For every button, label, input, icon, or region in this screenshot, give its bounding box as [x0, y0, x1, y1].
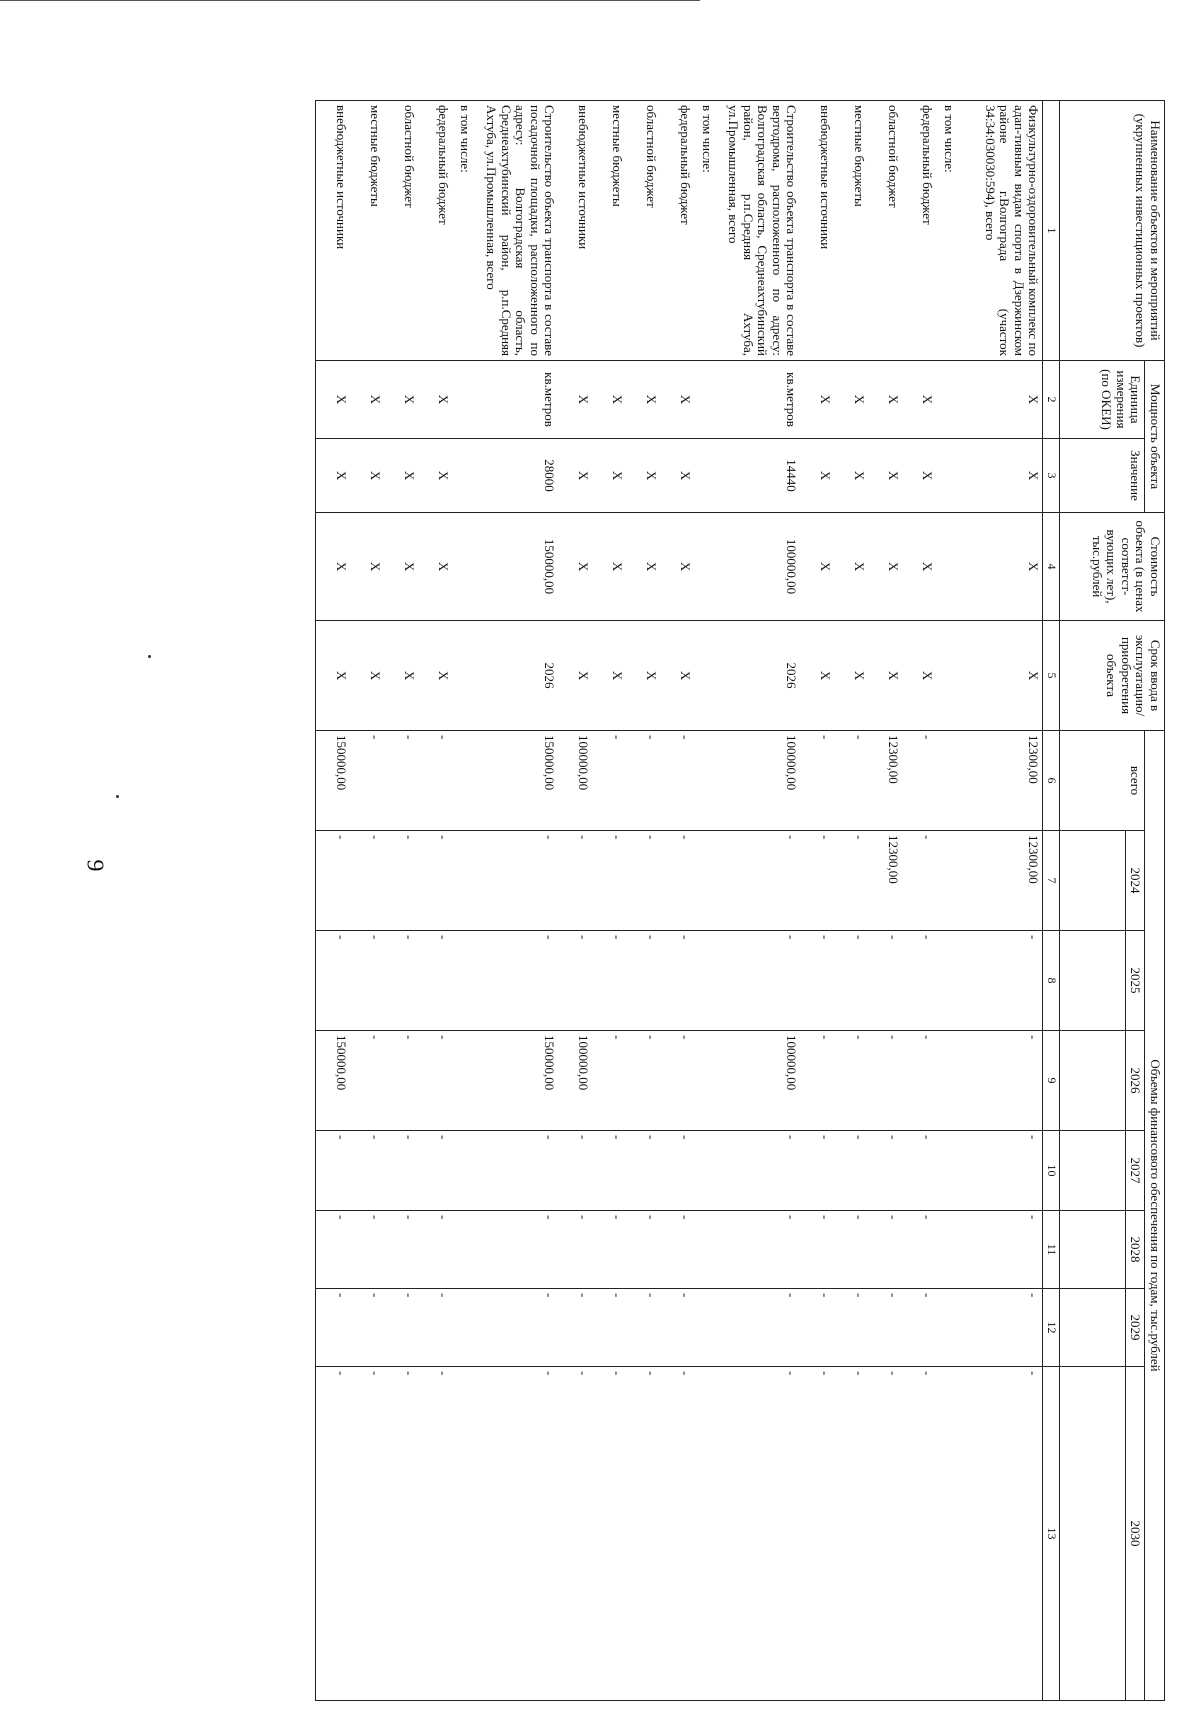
- cell-name: местные бюджеты: [834, 101, 868, 361]
- cell-y2029: -: [902, 1289, 936, 1367]
- cell-y2024: -: [626, 831, 660, 931]
- cell-cost: X: [418, 513, 452, 621]
- scan-top-edge: [0, 0, 700, 1]
- cell-y2025: -: [902, 931, 936, 1031]
- cell-y2024: -: [384, 831, 418, 931]
- cell-y2030: -: [350, 1367, 384, 1701]
- cell-y2025: -: [834, 931, 868, 1031]
- cell-y2030: -: [834, 1367, 868, 1701]
- table-row: [418, 101, 452, 1701]
- cell-unit: X: [834, 361, 868, 439]
- cell-y2030: -: [384, 1367, 418, 1701]
- header-year: 2026: [1125, 1031, 1145, 1131]
- table-row: [474, 101, 558, 1701]
- cell-cost: X: [316, 513, 351, 621]
- cell-y2030: -: [592, 1367, 626, 1701]
- cell-name: в том числе:: [694, 101, 716, 361]
- cell-y2027: -: [902, 1131, 936, 1211]
- cell-value: [694, 439, 716, 513]
- cell-y2024: -: [474, 831, 558, 931]
- cell-y2029: -: [868, 1289, 902, 1367]
- cell-y2029: [452, 1289, 474, 1367]
- cell-y2030: -: [418, 1367, 452, 1701]
- cell-y2026: 150000,00: [474, 1031, 558, 1131]
- cell-total: 100000,00: [716, 731, 800, 831]
- cell-y2030: -: [868, 1367, 902, 1701]
- cell-y2027: -: [800, 1131, 834, 1211]
- cell-value: X: [384, 439, 418, 513]
- cell-unit: X: [800, 361, 834, 439]
- cell-name: в том числе:: [452, 101, 474, 361]
- cell-y2029: -: [626, 1289, 660, 1367]
- cell-cost: X: [834, 513, 868, 621]
- cell-y2029: -: [316, 1289, 351, 1367]
- header-term: Срок ввода в эксплуатацию/ приобретения объекта: [1059, 621, 1164, 731]
- header-cost: Стоимость объекта (в ценах соответст-вующих лет), тыс.рублей: [1059, 513, 1164, 621]
- cell-total: -: [834, 731, 868, 831]
- cell-y2025: [694, 931, 716, 1031]
- cell-value: 28000: [474, 439, 558, 513]
- column-number: 2: [1043, 361, 1059, 439]
- cell-y2024: -: [800, 831, 834, 931]
- cell-y2024: -: [418, 831, 452, 931]
- cell-unit: X: [316, 361, 351, 439]
- cell-total: -: [592, 731, 626, 831]
- table-row: [716, 101, 800, 1701]
- cell-y2028: -: [316, 1211, 351, 1289]
- cell-y2026: -: [384, 1031, 418, 1131]
- cell-y2024: -: [716, 831, 800, 931]
- cell-total: 12300,00: [868, 731, 902, 831]
- cell-y2030: -: [660, 1367, 694, 1701]
- cell-y2024: -: [558, 831, 592, 931]
- cell-y2025: -: [958, 931, 1043, 1031]
- page-number: 9: [81, 859, 108, 872]
- table-row: [452, 101, 474, 1701]
- cell-value: X: [800, 439, 834, 513]
- table-row: [902, 101, 936, 1701]
- cell-y2030: -: [474, 1367, 558, 1701]
- table-row: [834, 101, 868, 1701]
- table-row: [592, 101, 626, 1701]
- cell-value: X: [660, 439, 694, 513]
- cell-y2030: [936, 1367, 958, 1701]
- cell-y2027: [936, 1131, 958, 1211]
- column-number: 11: [1043, 1211, 1059, 1289]
- cell-y2026: -: [958, 1031, 1043, 1131]
- cell-y2029: -: [958, 1289, 1043, 1367]
- cell-name: в том числе:: [936, 101, 958, 361]
- cell-cost: X: [868, 513, 902, 621]
- cell-y2027: -: [626, 1131, 660, 1211]
- cell-term: X: [902, 621, 936, 731]
- cell-y2027: -: [868, 1131, 902, 1211]
- cell-y2029: -: [716, 1289, 800, 1367]
- cell-y2029: -: [474, 1289, 558, 1367]
- cell-total: -: [626, 731, 660, 831]
- cell-term: X: [958, 621, 1043, 731]
- cell-y2025: -: [626, 931, 660, 1031]
- cell-y2030: -: [626, 1367, 660, 1701]
- cell-y2025: [936, 931, 958, 1031]
- cell-y2028: [452, 1211, 474, 1289]
- cell-unit: X: [418, 361, 452, 439]
- table-row: [800, 101, 834, 1701]
- column-number: 4: [1043, 513, 1059, 621]
- cell-y2025: -: [418, 931, 452, 1031]
- cell-value: X: [592, 439, 626, 513]
- cell-y2028: -: [592, 1211, 626, 1289]
- cell-term: [694, 621, 716, 731]
- cell-y2028: -: [660, 1211, 694, 1289]
- table-row: [558, 101, 592, 1701]
- cell-unit: X: [384, 361, 418, 439]
- header-year: 2024: [1125, 831, 1145, 931]
- cell-y2030: -: [902, 1367, 936, 1701]
- cell-unit: X: [592, 361, 626, 439]
- cell-y2026: [452, 1031, 474, 1131]
- cell-total: 150000,00: [474, 731, 558, 831]
- cell-y2027: -: [474, 1131, 558, 1211]
- header-total: всего: [1059, 731, 1145, 831]
- cell-total: -: [800, 731, 834, 831]
- table-body: [316, 101, 1043, 1701]
- cell-y2026: [936, 1031, 958, 1131]
- cell-y2024: -: [316, 831, 351, 931]
- cell-term: X: [660, 621, 694, 731]
- cell-y2028: [936, 1211, 958, 1289]
- cell-unit: X: [902, 361, 936, 439]
- cell-y2028: -: [418, 1211, 452, 1289]
- cell-y2026: 150000,00: [316, 1031, 351, 1131]
- cell-y2024: -: [902, 831, 936, 931]
- cell-y2028: -: [350, 1211, 384, 1289]
- cell-y2025: -: [800, 931, 834, 1031]
- cell-cost: X: [902, 513, 936, 621]
- column-number: 3: [1043, 439, 1059, 513]
- cell-y2027: -: [558, 1131, 592, 1211]
- cell-y2029: -: [834, 1289, 868, 1367]
- cell-y2029: -: [660, 1289, 694, 1367]
- cell-y2027: -: [716, 1131, 800, 1211]
- column-number: 9: [1043, 1031, 1059, 1131]
- cell-term: [936, 621, 958, 731]
- cell-value: X: [418, 439, 452, 513]
- cell-y2028: [694, 1211, 716, 1289]
- column-number: 13: [1043, 1367, 1059, 1701]
- cell-y2025: -: [474, 931, 558, 1031]
- cell-total: -: [384, 731, 418, 831]
- cell-cost: X: [626, 513, 660, 621]
- cell-y2026: [694, 1031, 716, 1131]
- cell-term: X: [800, 621, 834, 731]
- cell-total: -: [350, 731, 384, 831]
- cell-y2024: 12300,00: [958, 831, 1043, 931]
- cell-y2024: -: [660, 831, 694, 931]
- cell-y2026: -: [660, 1031, 694, 1131]
- table-row: [350, 101, 384, 1701]
- cell-y2030: -: [958, 1367, 1043, 1701]
- cell-y2024: [694, 831, 716, 931]
- table-row: [694, 101, 716, 1701]
- cell-unit: X: [350, 361, 384, 439]
- column-number: 12: [1043, 1289, 1059, 1367]
- cell-y2025: -: [316, 931, 351, 1031]
- cell-y2024: -: [834, 831, 868, 931]
- cell-y2025: -: [384, 931, 418, 1031]
- cell-name: внебюджетные источники: [316, 101, 351, 361]
- cell-y2025: -: [350, 931, 384, 1031]
- cell-y2027: -: [350, 1131, 384, 1211]
- cell-y2029: [936, 1289, 958, 1367]
- cell-term: X: [418, 621, 452, 731]
- cell-y2030: -: [800, 1367, 834, 1701]
- header-year: 2029: [1125, 1289, 1145, 1367]
- cell-y2030: [452, 1367, 474, 1701]
- cell-y2025: [452, 931, 474, 1031]
- cell-y2024: -: [592, 831, 626, 931]
- header-year: 2027: [1125, 1131, 1145, 1211]
- cell-term: X: [350, 621, 384, 731]
- cell-y2026: -: [902, 1031, 936, 1131]
- cell-y2026: -: [350, 1031, 384, 1131]
- cell-total: 100000,00: [558, 731, 592, 831]
- financing-table: [315, 100, 1165, 1701]
- cell-y2026: -: [592, 1031, 626, 1131]
- cell-total: -: [418, 731, 452, 831]
- cell-value: X: [902, 439, 936, 513]
- cell-y2028: -: [800, 1211, 834, 1289]
- cell-value: X: [350, 439, 384, 513]
- cell-term: X: [626, 621, 660, 731]
- cell-y2029: -: [592, 1289, 626, 1367]
- cell-name: федеральный бюджет: [418, 101, 452, 361]
- cell-term: X: [316, 621, 351, 731]
- cell-unit: [694, 361, 716, 439]
- cell-total: -: [902, 731, 936, 831]
- scan-speck: [148, 655, 151, 658]
- cell-name: Физкультурно-оздоровительный комплекс по адап-тивным видам спорта в Дзержинском районе г.Волгограда (участок 34:34:030030:594), всего: [958, 101, 1043, 361]
- cell-cost: X: [350, 513, 384, 621]
- cell-total: [694, 731, 716, 831]
- cell-y2027: -: [834, 1131, 868, 1211]
- cell-y2029: -: [350, 1289, 384, 1367]
- cell-term: 2026: [474, 621, 558, 731]
- cell-y2030: [694, 1367, 716, 1701]
- cell-y2028: -: [474, 1211, 558, 1289]
- cell-cost: X: [384, 513, 418, 621]
- cell-y2029: [694, 1289, 716, 1367]
- cell-total: -: [660, 731, 694, 831]
- cell-y2026: 100000,00: [558, 1031, 592, 1131]
- cell-unit: кв.метров: [716, 361, 800, 439]
- header-unit: Единица измерения (по ОКЕИ): [1059, 361, 1145, 439]
- cell-unit: [936, 361, 958, 439]
- cell-cost: X: [958, 513, 1043, 621]
- cell-y2029: -: [800, 1289, 834, 1367]
- cell-total: [452, 731, 474, 831]
- table-header: [1043, 101, 1165, 1701]
- cell-unit: X: [660, 361, 694, 439]
- cell-y2028: -: [834, 1211, 868, 1289]
- cell-y2030: -: [316, 1367, 351, 1701]
- cell-unit: X: [958, 361, 1043, 439]
- cell-term: X: [592, 621, 626, 731]
- cell-y2025: -: [716, 931, 800, 1031]
- column-number: 1: [1043, 101, 1059, 361]
- cell-cost: X: [558, 513, 592, 621]
- cell-cost: 150000,00: [474, 513, 558, 621]
- cell-y2026: -: [868, 1031, 902, 1131]
- cell-value: X: [316, 439, 351, 513]
- cell-y2028: -: [958, 1211, 1043, 1289]
- cell-y2028: -: [558, 1211, 592, 1289]
- cell-y2024: 12300,00: [868, 831, 902, 931]
- cell-value: [936, 439, 958, 513]
- cell-value: X: [626, 439, 660, 513]
- cell-y2026: -: [834, 1031, 868, 1131]
- cell-y2026: -: [418, 1031, 452, 1131]
- table-row: [626, 101, 660, 1701]
- cell-name: Строительство объекта транспорта в составе посадочной площадки, расположенного по адресу: Волгоградская область, Среднеахтубинский район, р.п.Средняя Ахтуба, ул.Промышленная, всего: [474, 101, 558, 361]
- header-year: 2025: [1125, 931, 1145, 1031]
- column-number: 5: [1043, 621, 1059, 731]
- column-number: 7: [1043, 831, 1059, 931]
- cell-term: X: [868, 621, 902, 731]
- cell-y2027: -: [958, 1131, 1043, 1211]
- cell-total: [936, 731, 958, 831]
- cell-y2024: -: [350, 831, 384, 931]
- cell-term: X: [558, 621, 592, 731]
- cell-name: местные бюджеты: [350, 101, 384, 361]
- cell-name: внебюджетные источники: [800, 101, 834, 361]
- cell-y2024: [936, 831, 958, 931]
- column-number: 8: [1043, 931, 1059, 1031]
- cell-y2026: 100000,00: [716, 1031, 800, 1131]
- header-financing: Объемы финансового обеспечения по годам, тыс.рублей: [1145, 731, 1165, 1701]
- scan-speck: [116, 795, 119, 798]
- cell-name: федеральный бюджет: [902, 101, 936, 361]
- header-object-name: Наименование объектов и мероприятий (укрупненных инвестиционных проектов): [1059, 101, 1164, 361]
- cell-y2024: [452, 831, 474, 931]
- cell-cost: 100000,00: [716, 513, 800, 621]
- cell-unit: X: [868, 361, 902, 439]
- cell-cost: X: [800, 513, 834, 621]
- cell-y2028: -: [626, 1211, 660, 1289]
- column-number: 6: [1043, 731, 1059, 831]
- cell-unit: X: [626, 361, 660, 439]
- cell-y2026: -: [626, 1031, 660, 1131]
- cell-value: X: [834, 439, 868, 513]
- cell-value: X: [958, 439, 1043, 513]
- cell-y2027: -: [316, 1131, 351, 1211]
- cell-value: X: [558, 439, 592, 513]
- table-row: [868, 101, 902, 1701]
- cell-y2025: -: [868, 931, 902, 1031]
- cell-name: федеральный бюджет: [660, 101, 694, 361]
- cell-y2028: -: [868, 1211, 902, 1289]
- cell-name: Строительство объекта транспорта в составе вертодрома, расположенного по адресу: Волгоградская область, Среднеахтубинский район, р.п.Средняя Ахтуба, ул.Промышленная, всего: [716, 101, 800, 361]
- cell-unit: [452, 361, 474, 439]
- header-value: Значение: [1059, 439, 1145, 513]
- cell-cost: [452, 513, 474, 621]
- cell-y2030: -: [716, 1367, 800, 1701]
- cell-name: внебюджетные источники: [558, 101, 592, 361]
- cell-cost: X: [660, 513, 694, 621]
- cell-y2026: -: [800, 1031, 834, 1131]
- table-row: [384, 101, 418, 1701]
- cell-cost: [936, 513, 958, 621]
- cell-y2027: -: [660, 1131, 694, 1211]
- rotated-table-sheet: [165, 100, 1165, 1700]
- table-row: [958, 101, 1043, 1701]
- cell-y2025: -: [592, 931, 626, 1031]
- cell-y2027: -: [384, 1131, 418, 1211]
- cell-name: областной бюджет: [384, 101, 418, 361]
- cell-y2028: -: [902, 1211, 936, 1289]
- cell-value: X: [868, 439, 902, 513]
- cell-total: 150000,00: [316, 731, 351, 831]
- cell-y2027: [452, 1131, 474, 1211]
- cell-y2027: -: [592, 1131, 626, 1211]
- header-year: 2028: [1125, 1211, 1145, 1289]
- cell-unit: кв.метров: [474, 361, 558, 439]
- cell-cost: [694, 513, 716, 621]
- cell-y2025: -: [558, 931, 592, 1031]
- cell-term: X: [384, 621, 418, 731]
- cell-y2028: -: [716, 1211, 800, 1289]
- table-row: [660, 101, 694, 1701]
- cell-unit: X: [558, 361, 592, 439]
- cell-cost: X: [592, 513, 626, 621]
- cell-y2029: -: [418, 1289, 452, 1367]
- cell-y2025: -: [660, 931, 694, 1031]
- cell-y2030: -: [558, 1367, 592, 1701]
- table-row: [936, 101, 958, 1701]
- cell-y2027: -: [418, 1131, 452, 1211]
- cell-y2027: [694, 1131, 716, 1211]
- cell-value: [452, 439, 474, 513]
- cell-value: 14440: [716, 439, 800, 513]
- header-capacity: Мощность объекта: [1145, 361, 1165, 513]
- cell-term: [452, 621, 474, 731]
- cell-term: X: [834, 621, 868, 731]
- cell-name: областной бюджет: [868, 101, 902, 361]
- column-number-row: [1043, 101, 1059, 1701]
- cell-y2028: -: [384, 1211, 418, 1289]
- header-year: 2030: [1125, 1367, 1145, 1701]
- cell-total: 12300,00: [958, 731, 1043, 831]
- table-row: [316, 101, 351, 1701]
- cell-name: областной бюджет: [626, 101, 660, 361]
- column-number: 10: [1043, 1131, 1059, 1211]
- cell-y2029: -: [558, 1289, 592, 1367]
- cell-name: местные бюджеты: [592, 101, 626, 361]
- cell-y2029: -: [384, 1289, 418, 1367]
- cell-term: 2026: [716, 621, 800, 731]
